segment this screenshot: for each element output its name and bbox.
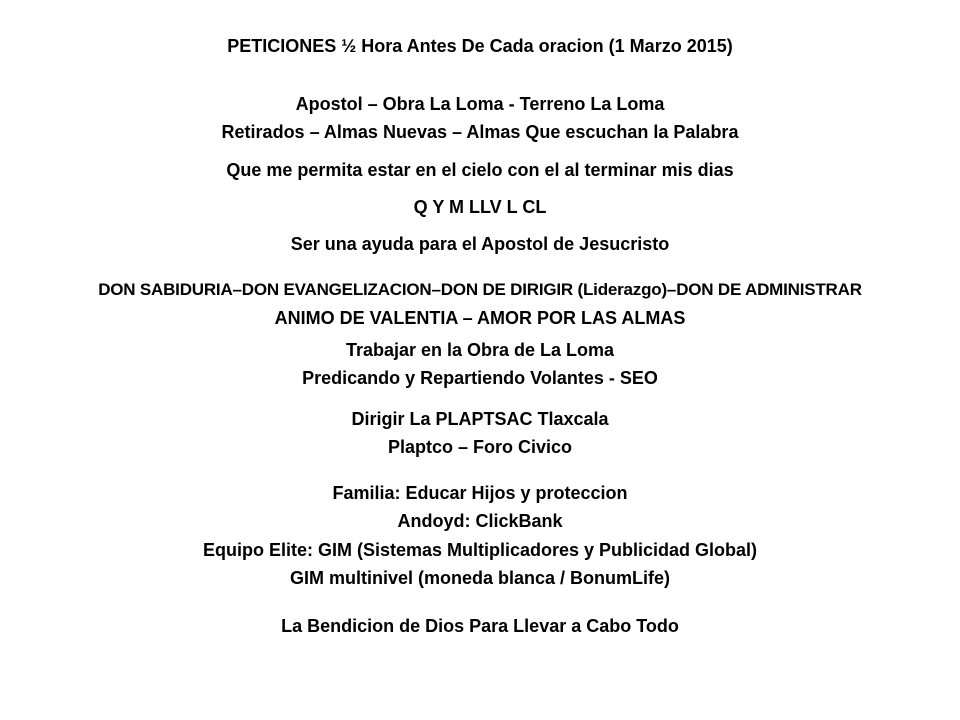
text-line-11: Plaptco – Foro Civico — [387, 437, 573, 457]
text-line-14: Equipo Elite: GIM (Sistemas Multiplicadores y Publicidad Global) — [202, 540, 758, 560]
text-line-1: Apostol – Obra La Loma - Terreno La Loma — [295, 94, 665, 114]
text-line-13: Andoyd: ClickBank — [397, 511, 563, 531]
text-line-9: Predicando y Repartiendo Volantes - SEO — [302, 368, 658, 388]
text-line-7: ANIMO DE VALENTIA – AMOR POR LAS ALMAS — [274, 308, 686, 328]
text-line-16: La Bendicion de Dios Para Llevar a Cabo Todo — [281, 616, 679, 636]
text-line-8: Trabajar en la Obra de La Loma — [345, 340, 615, 360]
text-line-5: Ser una ayuda para el Apostol de Jesucristo — [290, 234, 670, 254]
page-title: PETICIONES ½ Hora Antes De Cada oracion (1 Marzo 2015) — [227, 36, 733, 56]
text-line-15: GIM multinivel (moneda blanca / BonumLife) — [289, 568, 671, 588]
text-line-6: DON SABIDURIA–DON EVANGELIZACION–DON DE DIRIGIR (Liderazgo)–DON DE ADMINISTRAR — [98, 280, 862, 299]
text-line-10: Dirigir La PLAPTSAC Tlaxcala — [351, 409, 609, 429]
text-line-4: Q Y M LLV L CL — [413, 197, 547, 217]
text-line-3: Que me permita estar en el cielo con el al terminar mis dias — [226, 160, 734, 180]
text-line-12: Familia: Educar Hijos y proteccion — [332, 483, 628, 503]
text-line-2: Retirados – Almas Nuevas – Almas Que escuchan la Palabra — [221, 122, 739, 142]
